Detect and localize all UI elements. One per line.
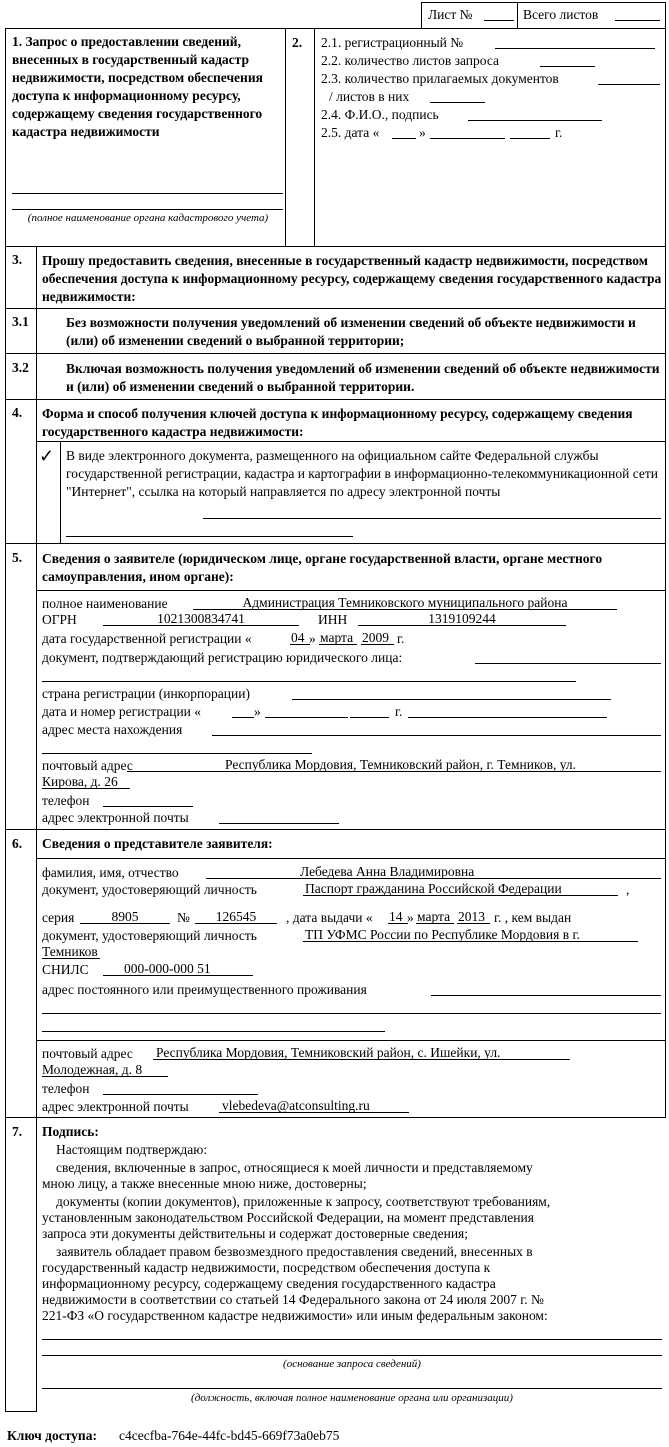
location-field-line2[interactable] (42, 753, 312, 754)
rep-postal-label: почтовый адрес (42, 1046, 133, 1061)
sheet-number-label: Лист № (428, 7, 473, 22)
issued-by-line2[interactable]: Темников (42, 944, 98, 959)
section-6-text: Сведения о представителе заявителя: (42, 836, 273, 851)
snils-label: СНИЛС (42, 962, 89, 977)
section-3-text: Прошу предоставить сведения, внесенные в государственный кадастр недвижимости, посредством обеспечения доступа к информационному ресурсу, содержащему сведения государственного кадастра недвижимости: (42, 253, 662, 304)
cadastral-body-caption: (полное наименование органа кадастрового учета) (27, 212, 269, 224)
rep-phone-field[interactable] (103, 1094, 258, 1095)
section-7-title: Подпись: (42, 1124, 99, 1139)
fio-label: фамилия, имя, отчество (42, 865, 179, 880)
reg-document-field-line2[interactable] (42, 681, 576, 682)
regnum-label: дата и номер регистрации « (42, 704, 202, 719)
residence-field-line3[interactable] (42, 1031, 385, 1032)
position-line[interactable] (42, 1388, 662, 1389)
issued-by-line1[interactable]: ТП УФМС России по Республике Мордовия в г. (305, 927, 580, 942)
confirm-intro: Настоящим подтверждаю: (56, 1142, 208, 1157)
fio-signature-label: 2.4. Ф.И.О., подпись (321, 107, 439, 122)
confirm-p2-line3: запроса эти документы действительны и содержат достоверные сведения; (42, 1226, 469, 1241)
confirm-p1-line1: сведения, включенные в запрос, относящиеся к моей личности и представляемому (56, 1160, 533, 1175)
confirm-p2-line1: документы (копии документов), приложенные к запросу, соответствуют требованиям, (56, 1194, 551, 1209)
id-doc2-label: документ, удостоверяющий личность (42, 928, 257, 943)
residence-label: адрес постоянного или преимущественного проживания (42, 982, 367, 997)
confirm-p3-line3: информационному ресурсу, содержащему сведения государственного кадастра (42, 1276, 496, 1291)
total-sheets-label: Всего листов (523, 7, 599, 22)
access-key-value[interactable]: c4cecfba-764e-44fc-bd45-669f73a0eb75 (119, 1428, 340, 1443)
country-field[interactable] (292, 699, 611, 700)
id-doc-value[interactable]: Паспорт гражданина Российской Федерации (305, 881, 562, 896)
reg-document-label: документ, подтверждающий регистрацию юридического лица: (42, 650, 403, 665)
id-doc-label: документ, удостоверяющий личность (42, 882, 257, 897)
country-label: страна регистрации (инкорпорации) (42, 686, 250, 701)
section-3-2-number: 3.2 (12, 360, 29, 375)
location-label: адрес места нахождения (42, 722, 183, 737)
rep-postal-line2[interactable]: Молодежная, д. 8 (42, 1062, 143, 1077)
location-field-line1[interactable] (212, 735, 661, 736)
date-label: 2.5. дата « (321, 125, 380, 140)
regdate-year[interactable]: 2009 (362, 630, 389, 645)
applicant-full-name[interactable]: Администрация Темниковского муниципального района (242, 595, 568, 610)
date-year-field[interactable] (510, 138, 550, 139)
inn-label: ИНН (318, 612, 348, 627)
access-email-field-line2[interactable] (66, 536, 353, 537)
inn-value[interactable]: 1319109244 (428, 611, 496, 626)
check-mark-icon[interactable]: ✓ (39, 446, 55, 466)
section-3-number: 3. (12, 252, 23, 267)
postal-address-line2[interactable]: Кирова, д. 26 (42, 774, 118, 789)
section-1-title: 1. Запрос о предоставлении сведений, внесенных в государственный кадастр недвижимости, посредством обеспечения доступа к информационному ресурсу, содержащему сведения государственного кадастра недвижимости (12, 34, 263, 139)
option-without-notifications[interactable]: Без возможности получения уведомлений об изменении сведений об объекте недвижимости и (или) об изменении сведений о выбранной территории; (66, 315, 636, 348)
sheets-in-docs-label: / листов в них (329, 89, 410, 104)
confirm-p3-line5: 221-ФЗ «О государственном кадастре недвижимости» или иным федеральным законом: (42, 1308, 548, 1323)
confirm-p2-line2: установленным законодательством Российской Федерации, на момент представления (42, 1210, 534, 1225)
section-5-number: 5. (12, 550, 23, 565)
confirm-p3-line4: недвижимости в соответствии со статьей 14 Федерального закона от 24 июля 2007 г. № (42, 1292, 544, 1307)
section-4-text: Форма и способ получения ключей доступа к информационному ресурсу, содержащему сведения государственного кадастра недвижимости: (42, 406, 633, 439)
confirm-p1-line2: мною лицу, а также внесенные мною ниже, достоверны; (42, 1176, 367, 1191)
postal-address-line1[interactable]: Республика Мордовия, Темниковский район, г. Темников, ул. (225, 757, 577, 772)
option-electronic-document: В виде электронного документа, размещенного на официальном сайте Федеральной службы государственной регистрации, кадастра и картографии в информационно-телекоммуникационной сети "Интернет", ссылка на который направляется по адресу электронной почты (66, 448, 659, 499)
phone-label: телефон (42, 793, 90, 808)
postal-label: почтовый адрес (42, 758, 133, 773)
snils-value[interactable]: 000-000-000 51 (124, 961, 211, 976)
section-5-text: Сведения о заявителе (юридическом лице, органе государственной власти, органе местного самоуправления, ином органе): (42, 551, 603, 584)
option-with-notifications[interactable]: Включая возможность получения уведомлений об изменении сведений об объекте недвижимости и (или) об изменении сведений о выбранной территории. (66, 361, 660, 394)
request-sheets-label: 2.2. количество листов запроса (321, 53, 499, 68)
regdate-month[interactable]: марта (320, 630, 354, 645)
rep-phone-label: телефон (42, 1081, 90, 1096)
ogrn-value[interactable]: 1021300834741 (157, 611, 245, 626)
basis-line2[interactable] (42, 1355, 662, 1356)
issued-month[interactable]: марта (417, 909, 451, 924)
residence-field-line1[interactable] (431, 995, 661, 996)
fio-signature-field[interactable] (468, 120, 602, 121)
full-name-label: полное наименование (42, 596, 168, 611)
regdate-label: дата государственной регистрации « (42, 631, 252, 646)
attached-docs-field[interactable] (598, 84, 660, 85)
section-4-number: 4. (12, 405, 23, 420)
date-day-field[interactable] (392, 138, 416, 139)
confirm-p3-line1: заявитель обладает правом безвозмездного предоставления сведений, внесенных в (56, 1244, 533, 1259)
email-field[interactable] (219, 823, 339, 824)
number-value[interactable]: 126545 (215, 909, 257, 924)
rep-postal-line1[interactable]: Республика Мордовия, Темниковский район, с. Ишейки, ул. (156, 1045, 501, 1060)
access-email-field-line1[interactable] (203, 518, 661, 519)
section-3-1-number: 3.1 (12, 314, 29, 329)
reg-number-label: 2.1. регистрационный № (321, 35, 464, 50)
basis-line1[interactable] (42, 1339, 662, 1340)
phone-field[interactable] (103, 806, 193, 807)
rep-email-value[interactable]: vlebedeva@atconsulting.ru (222, 1098, 370, 1113)
series-value[interactable]: 8905 (111, 909, 139, 924)
section-2-number: 2. (292, 35, 303, 50)
request-sheets-field[interactable] (540, 66, 595, 67)
issued-year[interactable]: 2013 (458, 909, 485, 924)
issued-day[interactable]: 14 (389, 909, 403, 924)
residence-field-line2[interactable] (42, 1013, 661, 1014)
section-6-number: 6. (12, 836, 23, 851)
email-label: адрес электронной почты (42, 810, 189, 825)
attached-docs-label: 2.3. количество прилагаемых документов (321, 71, 559, 86)
rep-email-label: адрес электронной почты (42, 1099, 189, 1114)
position-caption: (должность, включая полное наименование органа или организации) (191, 1392, 513, 1404)
reg-number-field[interactable] (495, 48, 655, 49)
section-7-number: 7. (12, 1124, 23, 1139)
regdate-day[interactable]: 04 (291, 630, 305, 645)
reg-document-field-line1[interactable] (475, 663, 661, 664)
ogrn-label: ОГРН (42, 612, 77, 627)
representative-fio[interactable]: Лебедева Анна Владимировна (300, 864, 475, 879)
basis-caption: (основание запроса сведений) (283, 1358, 421, 1370)
series-label: серия (42, 910, 75, 925)
date-month-field[interactable] (430, 138, 505, 139)
confirm-p3-line2: государственный кадастр недвижимости, посредством обеспечения доступа к (42, 1260, 491, 1275)
access-key-label: Ключ доступа: (7, 1428, 97, 1443)
sheets-in-docs-field[interactable] (430, 102, 485, 103)
